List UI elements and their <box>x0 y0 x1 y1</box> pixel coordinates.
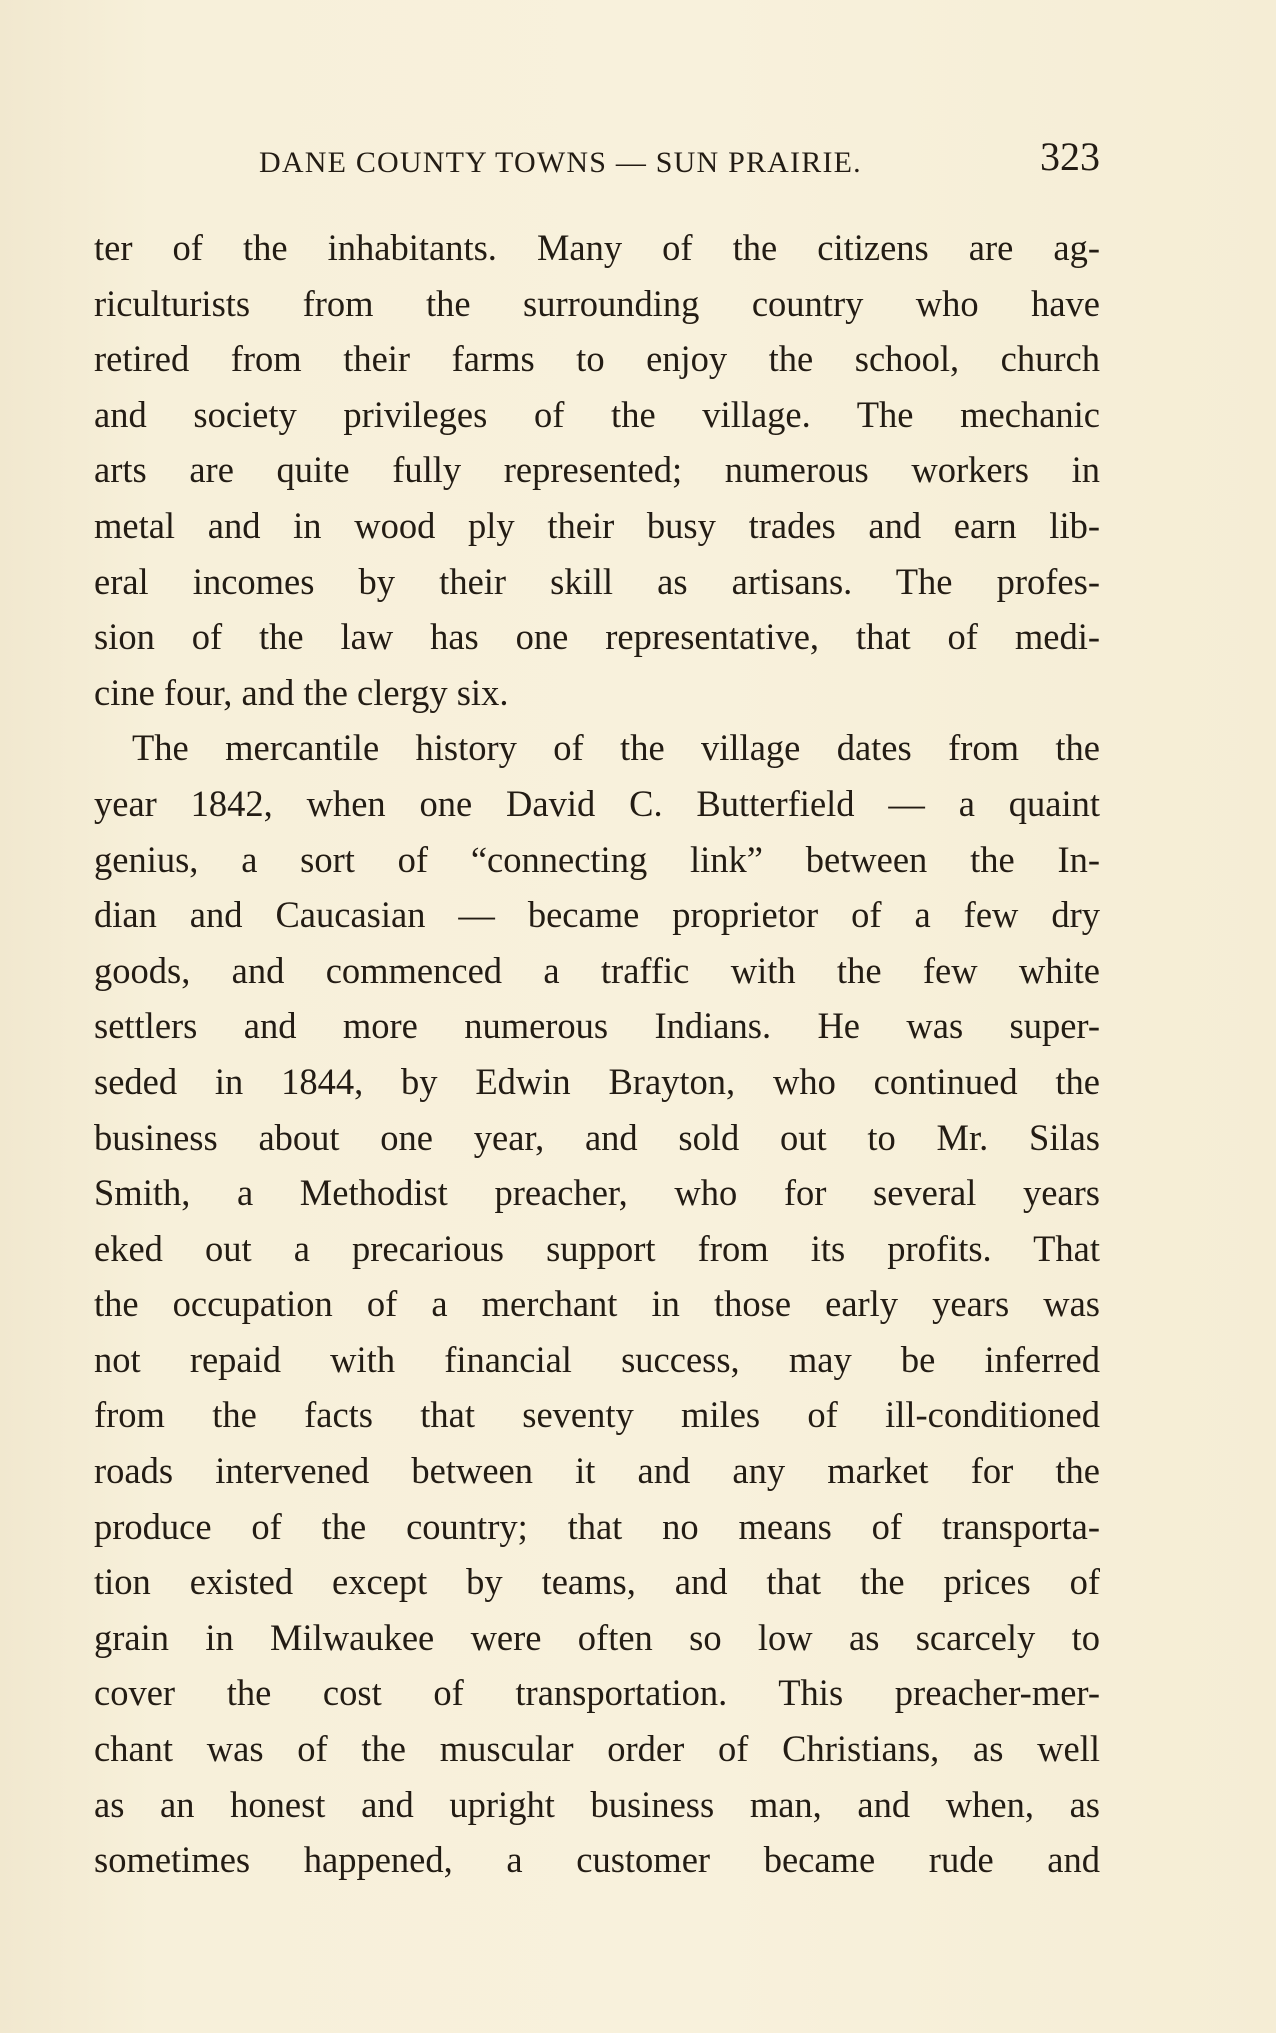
page-number: 323 <box>1040 134 1100 179</box>
paragraph-start-line: The mercantile history of the village dates from the <box>132 727 1100 769</box>
text-line: settlers and more numerous Indians. He was super- <box>94 1005 1100 1047</box>
body-text <box>94 220 1100 1888</box>
text-line: and society privileges of the village. The mechanic <box>94 393 1100 435</box>
running-head <box>94 135 1100 185</box>
text-line: eked out a precarious support from its profits. That <box>94 1227 1100 1269</box>
text-line: ter of the inhabitants. Many of the citizens are ag- <box>94 227 1100 268</box>
text-line: Smith, a Methodist preacher, who for several years <box>94 1172 1100 1214</box>
text-line: sion of the law has one representative, that of medi- <box>94 616 1100 658</box>
paragraph-end-line: cine four, and the clergy six. <box>94 671 509 713</box>
text-line: arts are quite fully represented; numerous workers in <box>94 449 1100 491</box>
text-line: grain in Milwaukee were often so low as scarcely to <box>94 1616 1100 1658</box>
text-line: chant was of the muscular order of Christians, as well <box>94 1728 1100 1770</box>
text-line: metal and in wood ply their busy trades and earn lib- <box>94 504 1100 546</box>
text-line: produce of the country; that no means of transporta- <box>94 1505 1100 1547</box>
text-line: genius, a sort of “connecting link” between the In- <box>94 838 1100 880</box>
text-line: the occupation of a merchant in those early years was <box>94 1283 1100 1325</box>
text-line: riculturists from the surrounding country who have <box>94 282 1100 324</box>
text-line: tion existed except by teams, and that the prices of <box>94 1561 1100 1603</box>
text-line: eral incomes by their skill as artisans. The profes- <box>94 560 1100 602</box>
text-line: as an honest and upright business man, and when, as <box>94 1783 1100 1825</box>
text-line: cover the cost of transportation. This preacher-mer- <box>94 1672 1100 1714</box>
text-line: sometimes happened, a customer became rude and <box>94 1839 1100 1881</box>
text-line: roads intervened between it and any market for the <box>94 1450 1100 1492</box>
text-line: dian and Caucasian — became proprietor of a few dry <box>94 894 1100 936</box>
text-line: goods, and commenced a traffic with the few white <box>94 949 1100 991</box>
text-line: retired from their farms to enjoy the school, church <box>94 338 1100 380</box>
running-head-title: DANE COUNTY TOWNS — SUN PRAIRIE. <box>259 146 862 179</box>
text-line: business about one year, and sold out to Mr. Silas <box>94 1116 1100 1158</box>
text-line: from the facts that seventy miles of ill-conditioned <box>94 1394 1100 1436</box>
text-line: year 1842, when one David C. Butterfield — a quaint <box>94 782 1100 824</box>
text-line: not repaid with financial success, may be inferred <box>94 1338 1100 1380</box>
text-line: seded in 1844, by Edwin Brayton, who continued the <box>94 1060 1100 1102</box>
